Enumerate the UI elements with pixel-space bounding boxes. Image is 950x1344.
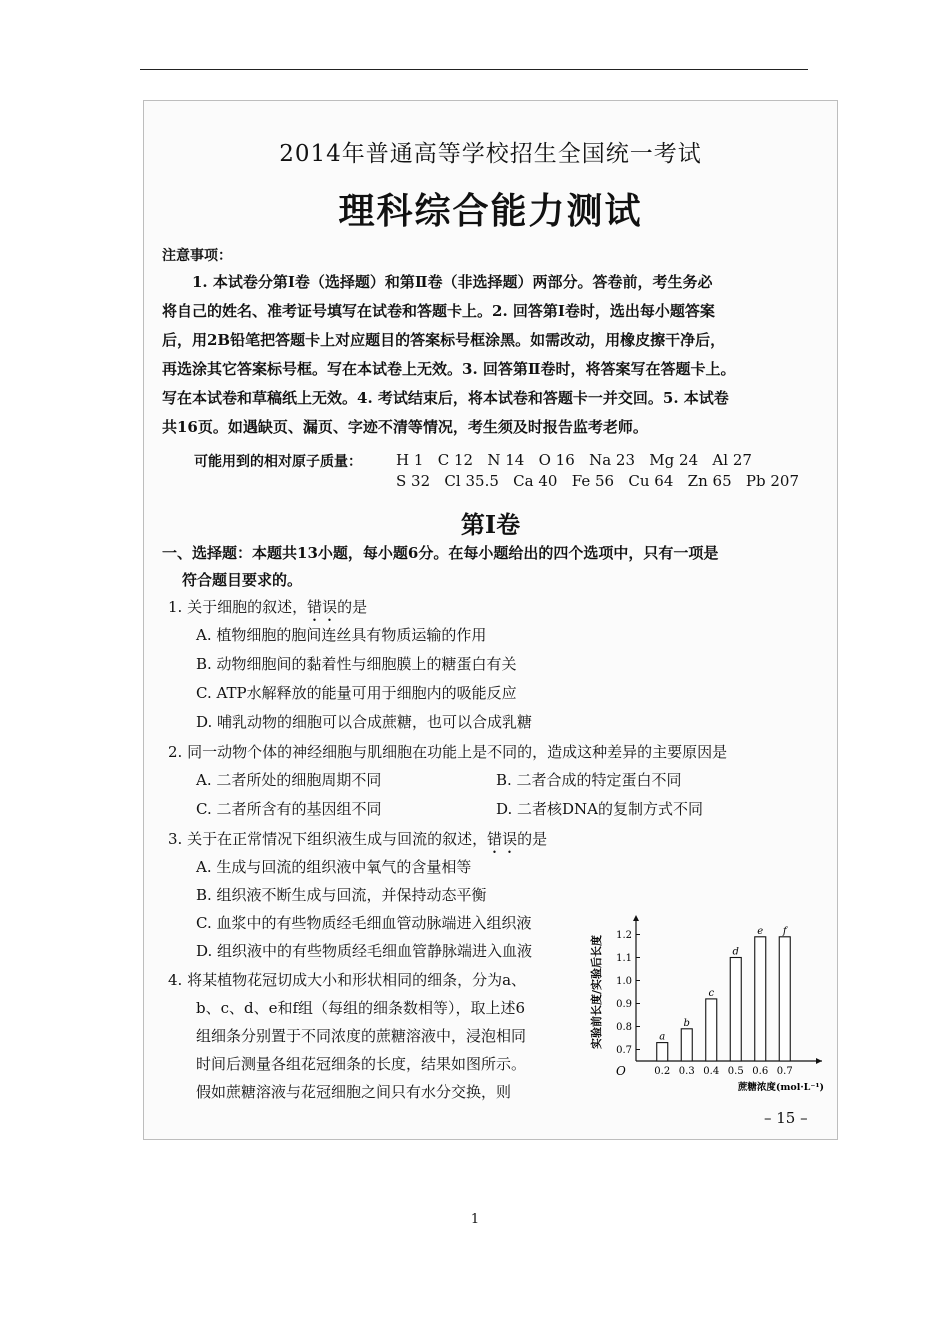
page-number: – 15 – xyxy=(764,1109,808,1127)
x-axis-arrow xyxy=(816,1058,822,1064)
question-3-option-c: C. 血浆中的有些物质经毛细血管动脉端进入组织液 xyxy=(196,914,532,932)
origin-label: O xyxy=(616,1064,626,1078)
y-tick-label: 1.2 xyxy=(616,930,632,941)
question-2-option-d: D. 二者核DNA的复制方式不同 xyxy=(496,800,704,818)
notice-line: 1. 本试卷分第Ⅰ卷（选择题）和第Ⅱ卷（非选择题）两部分。答卷前，考生务必 xyxy=(192,273,713,291)
question-4-line: b、c、d、e和f组（每组的细条数相等），取上述6 xyxy=(196,999,526,1017)
bar-label: d xyxy=(732,946,739,958)
bar-label: e xyxy=(757,925,764,937)
y-tick-label: 1.1 xyxy=(616,953,632,964)
notice-heading: 注意事项： xyxy=(162,248,232,264)
question-4-line: 组细条分别置于不同浓度的蔗糖溶液中，浸泡相同 xyxy=(196,1027,527,1045)
question-2-option-b: B. 二者合成的特定蛋白不同 xyxy=(496,771,682,789)
bar-c xyxy=(706,999,717,1061)
question-3-stem: 3. 关于在正常情况下组织液生成与回流的叙述，错误的是 xyxy=(168,830,548,848)
y-tick-label: 0.8 xyxy=(616,1022,632,1033)
y-tick-label: 0.9 xyxy=(616,999,632,1010)
bar-b xyxy=(681,1029,692,1061)
notice-line: 将自己的姓名、准考证号填写在试卷和答题卡上。2. 回答第Ⅰ卷时，选出每小题答案 xyxy=(162,302,715,320)
y-tick-label: 0.7 xyxy=(616,1045,632,1056)
bar-label: f xyxy=(782,925,787,937)
question-1-stem: 1. 关于细胞的叙述，错误的是 xyxy=(168,598,368,616)
section-instructions-cont: 符合题目要求的。 xyxy=(182,571,303,589)
question-4-line: 4. 将某植物花冠切成大小和形状相同的细条，分为a、 xyxy=(168,971,527,989)
y-tick-label: 1.0 xyxy=(616,976,632,987)
question-1-option-a: A. 植物细胞的胞间连丝具有物质运输的作用 xyxy=(196,626,487,644)
question-3-option-a: A. 生成与回流的组织液中氧气的含量相等 xyxy=(196,858,472,876)
question-2-option-a: A. 二者所处的细胞周期不同 xyxy=(196,771,382,789)
question-1-option-b: B. 动物细胞间的黏着性与细胞膜上的糖蛋白有关 xyxy=(196,655,517,673)
bar-label: b xyxy=(683,1017,690,1029)
sucrose-bar-chart xyxy=(590,911,830,1101)
atomic-mass-label: 可能用到的相对原子质量： xyxy=(194,454,362,470)
x-tick-label: 0.3 xyxy=(678,1066,695,1077)
question-2-stem: 2. 同一动物个体的神经细胞与肌细胞在功能上是不同的，造成这种差异的主要原因是 xyxy=(168,743,728,761)
x-tick-label: 0.4 xyxy=(703,1066,720,1077)
bar-label: a xyxy=(659,1031,666,1043)
volume-title: 第Ⅰ卷 xyxy=(460,510,521,539)
notice-line: 后，用2B铅笔把答题卡上对应题目的答案标号框涂黑。如需改动，用橡皮擦干净后， xyxy=(162,331,726,349)
exam-title: 2014年普通高等学校招生全国统一考试 xyxy=(279,141,702,167)
notice-line: 再选涂其它答案标号框。写在本试卷上无效。3. 回答第Ⅱ卷时，将答案写在答题卡上。 xyxy=(162,360,736,378)
y-axis-label: 实验前长度/实验后长度 xyxy=(590,934,603,1050)
notice-line: 写在本试卷和草稿纸上无效。4. 考试结束后，将本试卷和答题卡一并交回。5. 本试卷 xyxy=(162,389,729,407)
question-1-option-c: C. ATP水解释放的能量可用于细胞内的吸能反应 xyxy=(196,684,517,702)
question-3-option-d: D. 组织液中的有些物质经毛细血管静脉端进入血液 xyxy=(196,942,533,960)
bar-a xyxy=(657,1043,668,1061)
scanned-exam-page xyxy=(143,100,838,1140)
x-axis-label: 蔗糖浓度(mol·L⁻¹) xyxy=(737,1082,824,1093)
atomic-mass-row-2: S 32 Cl 35.5 Ca 40 Fe 56 Cu 64 Zn 65 Pb 207 xyxy=(396,472,800,490)
atomic-mass-row-1: H 1 C 12 N 14 O 16 Na 23 Mg 24 Al 27 xyxy=(396,451,752,469)
section-instructions: 一、选择题：本题共13小题，每小题6分。在每小题给出的四个选项中，只有一项是 xyxy=(162,544,719,562)
y-axis-arrow xyxy=(633,915,639,921)
x-tick-label: 0.6 xyxy=(752,1066,769,1077)
x-tick-label: 0.5 xyxy=(727,1066,744,1077)
notice-line: 共16页。如遇缺页、漏页、字迹不清等情况，考生须及时报告监考老师。 xyxy=(162,418,648,436)
x-tick-label: 0.2 xyxy=(654,1066,671,1077)
header-rule xyxy=(140,69,808,70)
bar-d xyxy=(730,958,741,1062)
bar-e xyxy=(755,937,766,1061)
footer-page-number: 1 xyxy=(470,1212,480,1227)
bar-f xyxy=(779,937,790,1061)
x-tick-label: 0.7 xyxy=(776,1066,793,1077)
exam-subtitle: 理科综合能力测试 xyxy=(338,190,643,232)
question-4-line: 时间后测量各组花冠细条的长度，结果如图所示。 xyxy=(196,1055,527,1073)
question-3-option-b: B. 组织液不断生成与回流，并保持动态平衡 xyxy=(196,886,487,904)
bar-label: c xyxy=(708,987,715,999)
question-1-option-d: D. 哺乳动物的细胞可以合成蔗糖，也可以合成乳糖 xyxy=(196,713,533,731)
question-2-option-c: C. 二者所含有的基因组不同 xyxy=(196,800,382,818)
question-4-line: 假如蔗糖溶液与花冠细胞之间只有水分交换，则 xyxy=(196,1083,512,1101)
